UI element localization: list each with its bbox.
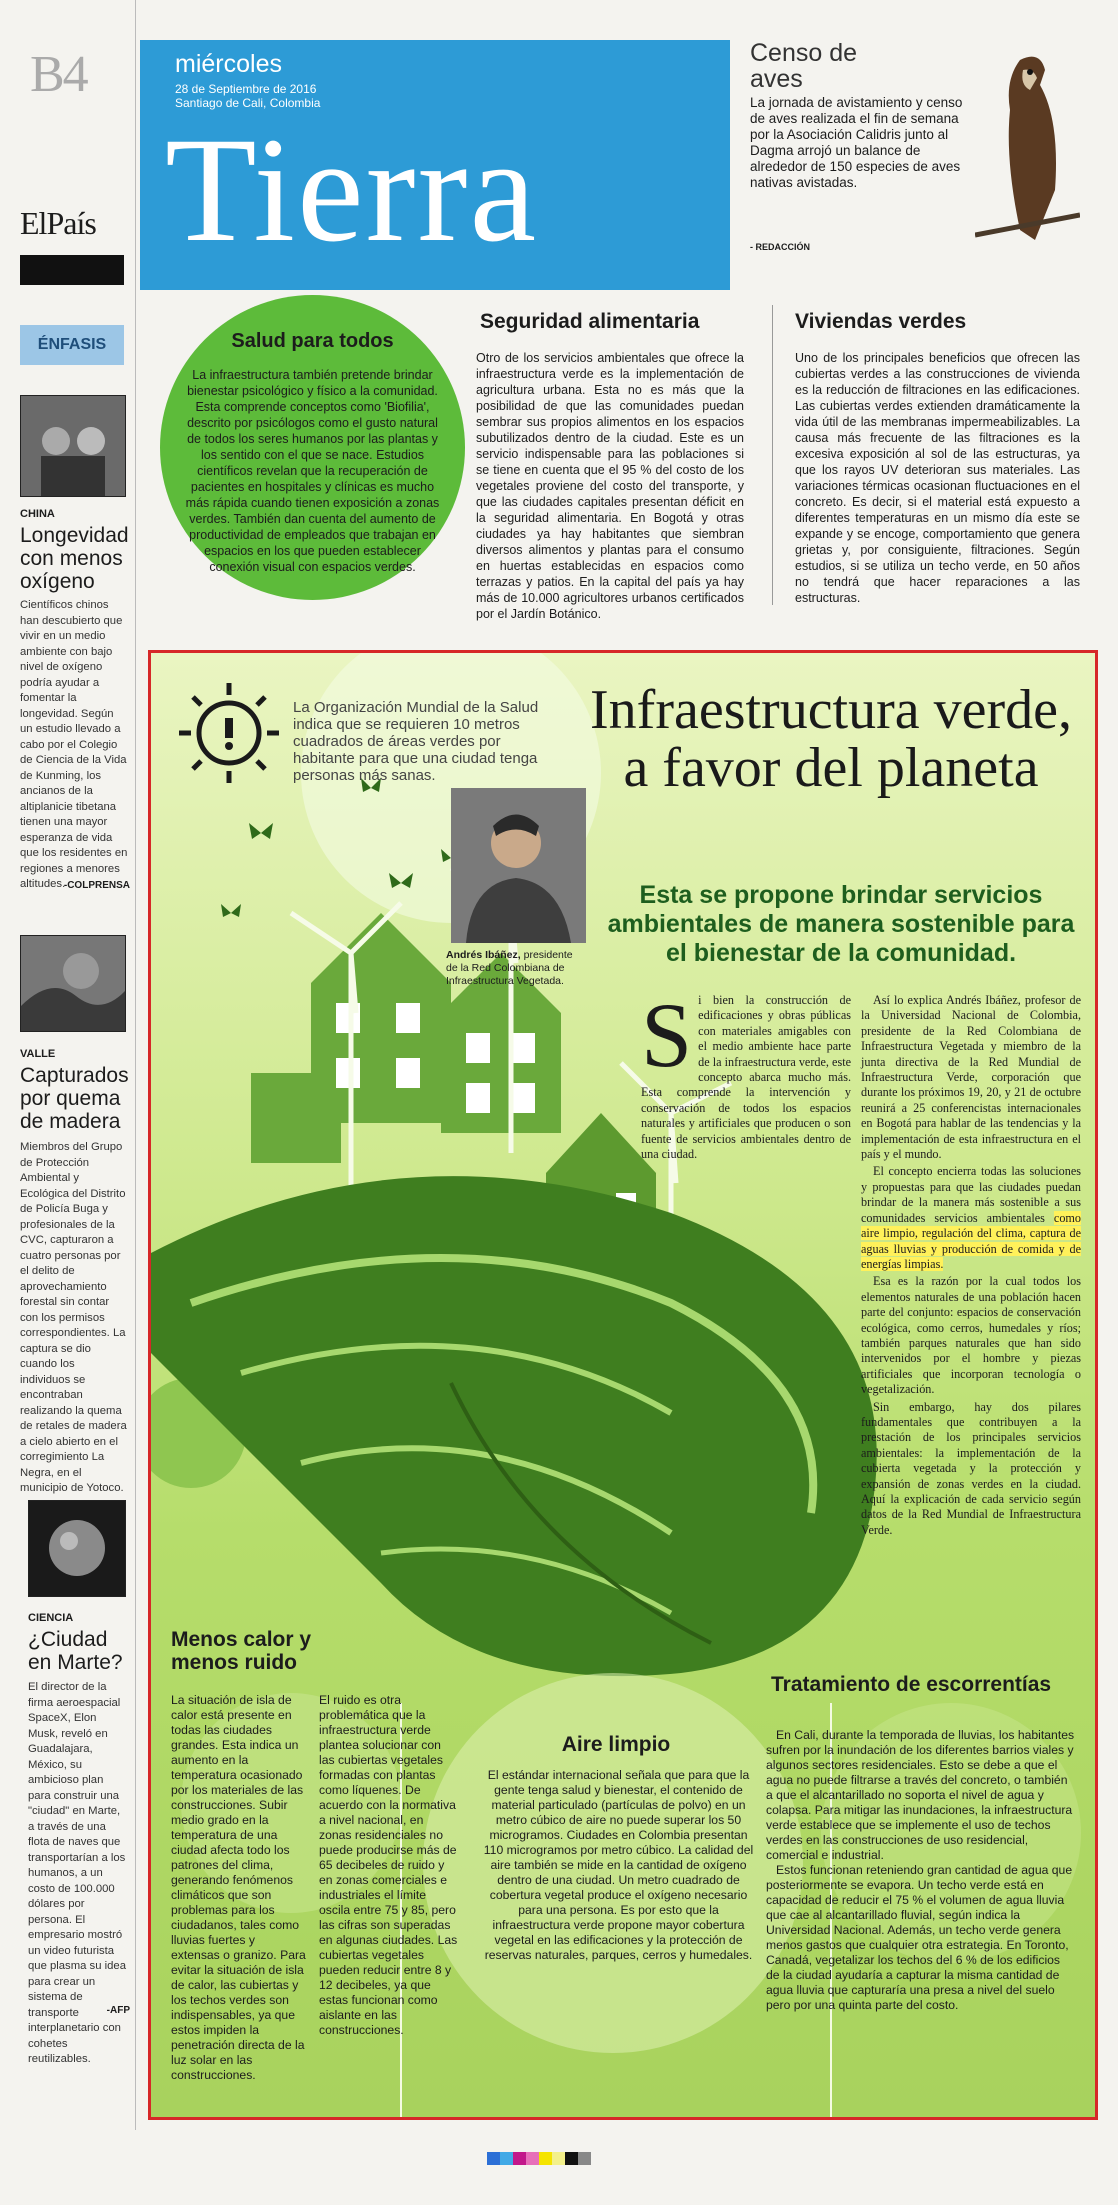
story-headline: ¿Ciudad en Marte? [28,1628,123,1674]
color-registration-bar [487,2152,591,2165]
andres-ibanez-photo [451,788,586,943]
china-photo [20,395,126,497]
feature-title: Infraestructura verde, a favor del planeta [590,679,1072,799]
viviendas-title: Viviendas verdes [795,310,967,333]
story-body: Miembros del Grupo de Protección Ambiental y Ecológica del Distrito de Policía Buga y profesionales de la CVC, capturaron a cuatro personas por el delito de aprovechamiento forestal sin contar con los permisos correspondientes. La captura se dio cuando los individuos se encontraban realizando la quema de retales de madera a cielo abierto en el corregimiento La Negra, en el municipio de Yotoco. [20,1141,127,1494]
seguridad-title: Seguridad alimentaria [480,310,700,333]
story-section: CHINA [20,508,55,520]
tierra-header [140,40,730,290]
mars-photo [28,1500,126,1597]
feature-col2: Así lo explica Andrés Ibáñez, profesor de la Universidad Nacional de Colombia, presidente de la Red Colombiana de Infraestructura Vegetada y miembro de la junta directiva de la Red Mundial de Infraestructura Verde, corporación que durante los próximos 19, 20, y 21 de octubre reunirá a 25 conferencistas internacionales en Bogotá para hablar de las tendencias y la implementación de esta infraestructura en el país y el mundo. El concepto encierra todas las soluciones y propuestas para que las ciudades puedan brindar de la manera más sostenible a sus comunidades servicios ambientales como aire limpio, regulación del clima, captura de aguas lluvias y producción de comida y de energías limpias. Esa es la razón por la cual todos los elementos naturales de una población hacen parte del conjunto: espacios de conservación ecológica, como cerros, humedales y ríos; también parques naturales que han sido intervenidos por el hombre y piezas artificiales que incorporan tecnología o vegetalización. Sin embargo, hay dos pilares fundamentales que contribuyen a la prestación de los principales servicios ambientales: la implementación de la cubierta vegetada y la protección y expansión de zonas verdes en la ciudad. Aquí la explicación de cada servicio según datos de la Red Mundial de Infraestructura Verde. [861,993,1081,1537]
menos-calor-title: Menos calor y menos ruido [171,1628,312,1674]
aves-source: - REDACCIÓN [750,242,810,252]
story-headline: Capturados por quema de madera [20,1064,129,1133]
section-title: Tierra [165,107,539,273]
aves-title: Censo de aves [750,39,858,93]
viviendas-body: Uno de los principales beneficios que ofrecen las cubiertas verdes a las construcciones de vivienda es la reducción de filtraciones en las edificaciones. Las cubiertas verdes extienden dramáticamente la vida útil de las membranas impermeabilizables. La causa más frecuente de las filtraciones es la excesiva exposición al sol de las estructuras, ya que los rayos UV deterioran sus materiales. Las variaciones térmicas ocasionan fluctuaciones en el concreto. Es decir, si el material está expuesto a diferentes temperaturas en un mismo día este se expande y se encoge, comportamiento que genera grietas y, por consiguiente, filtraciones. Según estudios, si se utiliza un techo verde, en 50 años no tendrá que hacer reparaciones a las estructuras. [795,351,1080,605]
salud-circle [160,295,465,600]
registration-swatch [565,2152,578,2165]
registration-swatch [487,2152,500,2165]
story-headline: Longevidad con menos oxígeno [20,524,129,593]
weekday: miércoles [175,50,282,78]
menos-calor-body1: La situación de isla de calor está presente en todas las ciudades grandes. Esta indica un aumento en la temperatura ocasionado por los materiales de las construcciones. Subir medio grado en la temperatura de una ciudad afecta todo los patrones del clima, generando fenómenos climáticos que son problemas para los ciudadanos, tales como lluvias fuertes y extensas o granizo. Para evitar la situación de isla de calor, las cubiertas y los techos verdes son indispensables, ya que estos impiden la penetración directa de la luz solar en las construcciones. [171,1693,306,2082]
tratamiento-title: Tratamiento de escorrentías [771,1673,1052,1696]
story-source: -COLPRENSA [63,880,130,891]
aves-body: La jornada de avistamiento y censo de aves realizada el fin de semana por la Asociación Calidris junto al Dagma arrojó un balance de alrededor de 150 especies de aves nativas avistadas. [750,95,963,190]
feature-infraestructura [148,650,1098,2120]
page-number: B4 [30,46,87,103]
section-tab: ÉNFASIS [20,325,124,365]
feature-col1: Si bien la construcción de edificaciones y obras públicas con materiales amigables con el medio ambiente hace parte de la infraestructura verde, este concepto abarca mucho más. Esta comprende la intervención y conservación de todos los espacios naturales y artificiales que producen o son fuente de servicios ambientales dentro de una ciudad. [641,984,851,1162]
registration-swatch [552,2152,565,2165]
aves-brief [745,40,1085,265]
valle-photo [20,935,126,1032]
brand-bar [20,255,124,285]
story-body: El director de la firma aeroespacial SpaceX, Elon Musk, reveló en Guadalajara, México, su ambicioso plan para construir una "ciudad" en Marte, a través de una flota de naves que transportarían a los humanos, a un costo de 100.000 dólares por persona. El empresario mostró un video futurista que plasma su idea para crear un sistema de transporte interplanetario con cohetes reutilizables. [28,1681,126,2065]
registration-swatch [513,2152,526,2165]
menos-calor-body2: El ruido es otra problemática que la infraestructura verde plantea solucionar con las cubiertas vegetales formadas con plantas como líquenes. De acuerdo con la normativa a nivel nacional, en zonas residenciales no puede producirse más de 65 decibeles de ruido y en zonas comerciales e industriales el límite oscila entre 75 y 85, pero las cifras son superadas en algunas ciudades. Las cubiertas vegetales pueden reducir entre 8 y 12 decibeles, ya que estas funcionan como aislante en las construcciones. [319,1693,458,2037]
salud-title: Salud para todos [231,330,394,352]
hawk-photo [975,40,1080,260]
salud-body: La infraestructura también pretende brindar bienestar psicológico y físico a la comunidad. Esta comprende conceptos como 'Biofilia', descrito por psicólogos como el gusto natural de todos los seres humanos por las plantas y los sentido con el que se nace. Estudios científicos revelan que la recuperación de pacientes en hospitales y clínicas es mucho más rápida cuando tienen exposición a zonas verdes. También dan cuenta del aumento de productividad de empleados que trabajan en espacios en los que pueden establecer conexión visual con espacios verdes. [185,368,440,574]
feature-subtitle: Esta se propone brindar servicios ambientales de manera sostenible para el bienestar de la comunidad. [607,881,1075,967]
story-body: Científicos chinos han descubierto que vivir en un medio ambiente con bajo nivel de oxígeno podría ayudar a fomentar la longevidad. Según un estudio llevado a cabo por el Colegio de Ciencia de la Vida de Kunming, los ancianos de la altiplanicie tibetana tienen una mayor esperanza de vida que los residentes en regiones a menores altitudes. [20,599,128,890]
left-column [0,0,136,2130]
highlighted-text: como aire limpio, regulación del clima, captura de aguas lluvias y producción de comida y de energías limpias. [861,1210,1081,1271]
date: 28 de Septiembre de 2016 Santiago de Cali, Colombia [175,82,321,110]
who-fact: La Organización Mundial de la Salud indica que se requieren 10 metros cuadrados de áreas verdes por habitante para que una ciudad tenga personas más sanas. [293,699,539,784]
column-rule [772,305,773,605]
registration-swatch [526,2152,539,2165]
registration-swatch [539,2152,552,2165]
story-source: -AFP [106,2005,130,2016]
story-section: CIENCIA [28,1612,74,1624]
photo-caption: Andrés Ibáñez, presidente de la Red Colombiana de Infraestructura Vegetada. [446,949,573,987]
dropcap: S [641,984,693,1086]
registration-swatch [500,2152,513,2165]
tratamiento-body: En Cali, durante la temporada de lluvias, los habitantes sufren por la inundación de los diferentes barrios viales y algunos sectores residenciales. Esto se debe a que el agua no puede filtrarse a través del concreto, o también a que el alcantarillado no soporta el nivel de agua y colapsa. Para mitigar las inundaciones, la infraestructura verde establece que se implemente el uso de techos verdes en las construcciones de uso residencial, comercial e industrial. Estos funcionan reteniendo gran cantidad de agua que posteriormente se evapora. Un techo verde está en capacidad de reducir el 75 % el volumen de agua lluvia que cae al alcantarillado fluvial, según indica la Universidad Nacional. Además, un techo verde genera menos gastos que cualquier otra estrategia. En Toronto, Canadá, vegetalizar los techos del 6 % de los edificios de la ciudad ayudaría a capturar la misma cantidad de agua lluvia que capturaría una presa a nivel del suelo pero por una quinta parte del costo. [766,1728,1075,2012]
story-section: VALLE [20,1048,56,1060]
brand-logo: ElPaís [20,205,96,241]
seguridad-body: Otro de los servicios ambientales que ofrece la infraestructura verde es la implementación de agricultura urbana. Esta no es más que la posibilidad de que las comunidades puedan sembrar sus propios alimentos en los espacios subutilizados dentro de la ciudad. Este es un servicio indispensable para las poblaciones si se tiene en cuenta que el 95 % del costo de los vegetales proviene del costo del transporte, y que las ciudades capitales presentan déficit en la seguridad alimentaria. En Bogotá y otras ciudades ya hay habitantes que siembran diversos alimentos y plantas para el consumo en huertas establecidas en espacios como terrazas y patios. En la capital del país ya hay más de 10.000 agricultores urbanos certificados por el Jardín Botánico. [476,351,744,621]
registration-swatch [578,2152,591,2165]
aire-title: Aire limpio [561,1733,671,1756]
aire-body: El estándar internacional señala que para que la gente tenga salud y bienestar, el contenido de material particulado (partículas de polvo) en un metro cúbico de aire no puede superar los 50 microgramos. Ciudades en Colombia presentan 110 microgramos por metro cúbico. La calidad del aire también se mide en la cantidad de oxígeno dentro de una ciudad. Un metro cuadrado de cobertura vegetal produce el oxígeno necesario para una persona. Es por esto que la infraestructura verde propone mayor cobertura vegetal en las edificaciones y la protección de reservas naturales, parques, cerros y humedales. [483,1768,754,1962]
